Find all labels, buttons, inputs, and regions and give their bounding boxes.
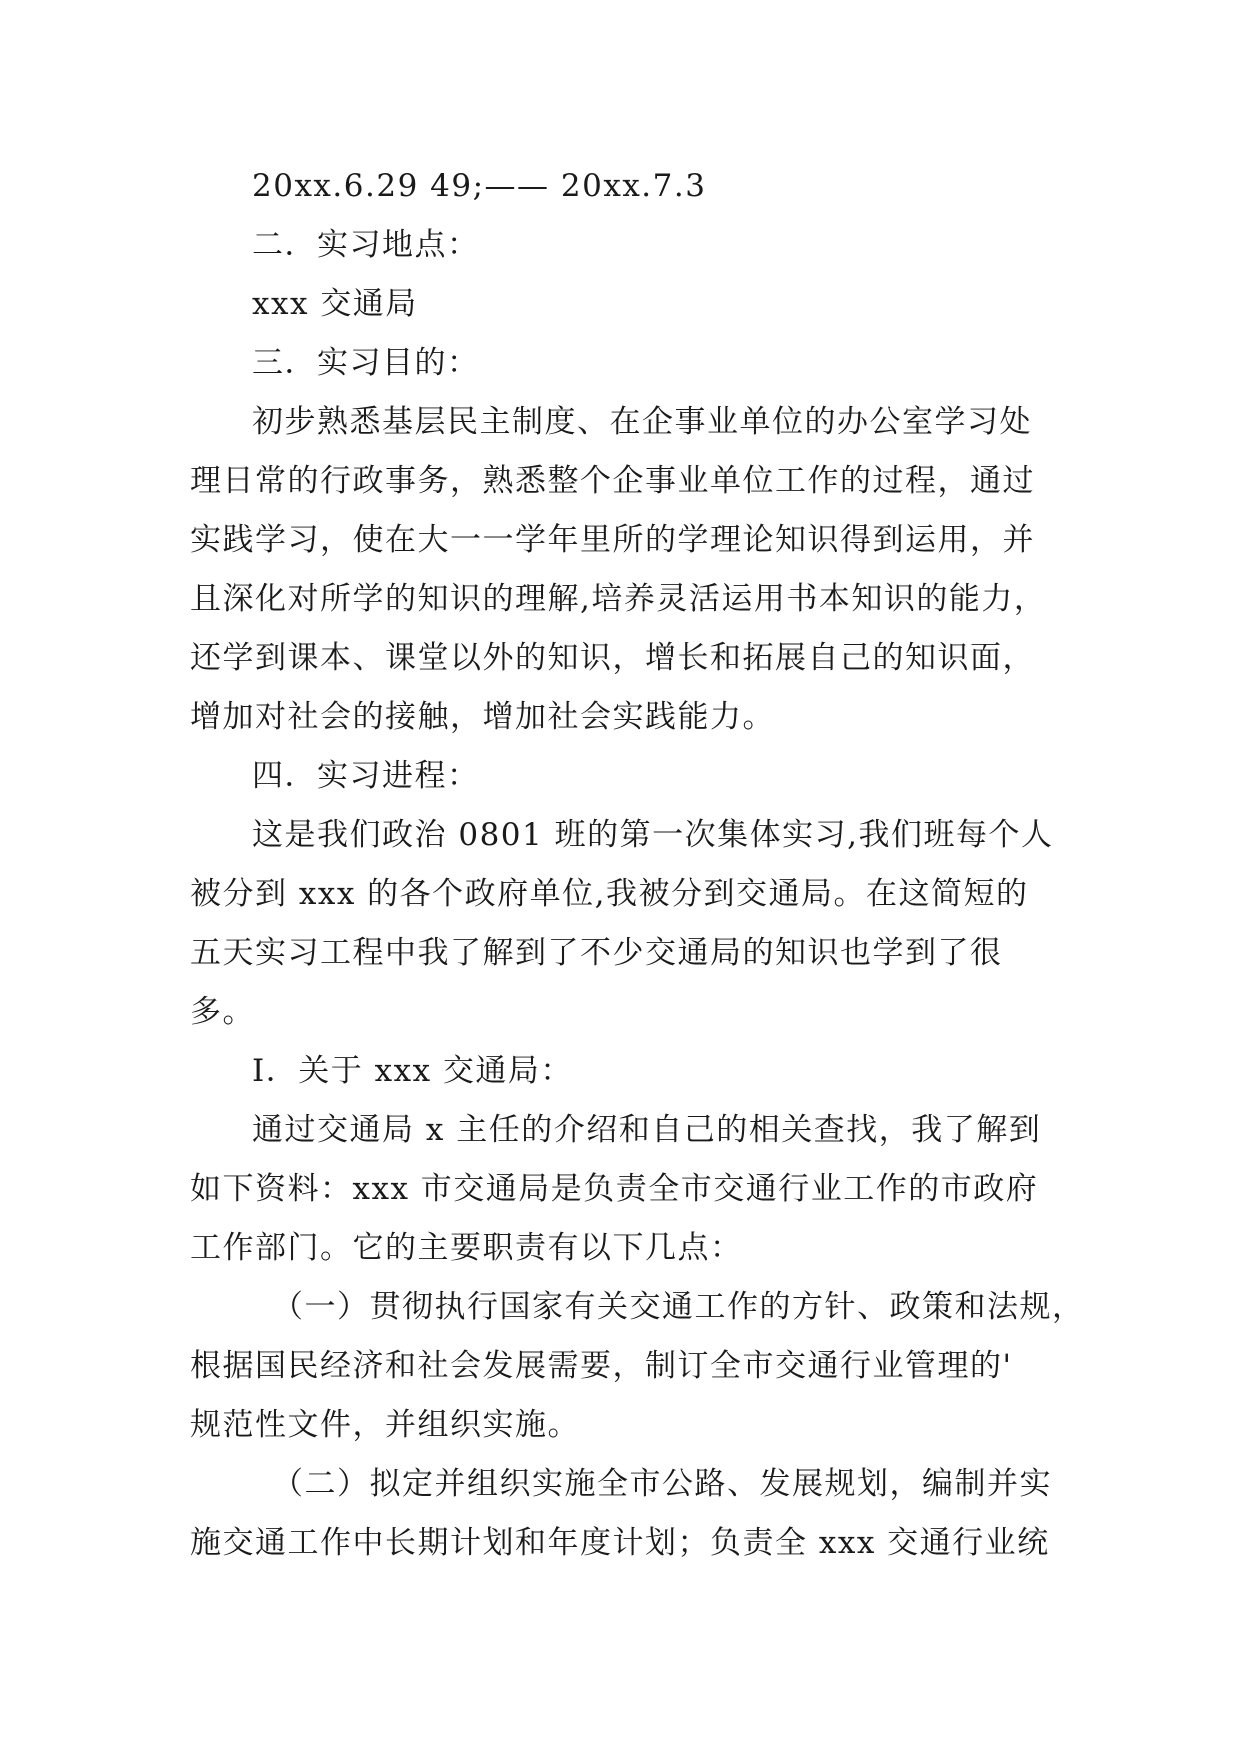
list-item-line: （一）贯彻执行国家有关交通工作的方针、政策和法规，: [272, 1289, 1085, 1325]
section-heading-purpose: 三．实习目的：: [252, 345, 480, 381]
internship-dates: 20xx.6.29 49;—— 20xx.7.3: [252, 168, 707, 204]
paragraph-line: 理日常的行政事务，熟悉整个企事业单位工作的过程，通过: [190, 463, 1035, 499]
section-heading-location: 二．实习地点：: [252, 227, 480, 263]
paragraph-line: 初步熟悉基层民主制度、在企事业单位的办公室学习处: [252, 404, 1032, 440]
location-value: xxx 交通局: [252, 286, 418, 322]
paragraph-line: 如下资料：xxx 市交通局是负责全市交通行业工作的市政府: [190, 1171, 1039, 1207]
list-item-line: （二）拟定并组织实施全市公路、发展规划，编制并实: [272, 1466, 1052, 1502]
subsection-heading: Ⅰ．关于 xxx 交通局：: [252, 1053, 573, 1089]
paragraph-line: 根据国民经济和社会发展需要，制订全市交通行业管理的': [190, 1348, 1013, 1384]
paragraph-line: 且深化对所学的知识的理解,培养灵活运用书本知识的能力，: [190, 581, 1047, 617]
paragraph-line: 五天实习工程中我了解到了不少交通局的知识也学到了很: [190, 935, 1003, 971]
paragraph-line: 实践学习，使在大一一学年里所的学理论知识得到运用，并: [190, 522, 1035, 558]
paragraph-line: 增加对社会的接触，增加社会实践能力。: [190, 699, 775, 735]
paragraph-line: 施交通工作中长期计划和年度计划；负责全 xxx 交通行业统: [190, 1525, 1050, 1561]
paragraph-line: 多。: [190, 994, 255, 1030]
paragraph-line: 这是我们政治 0801 班的第一次集体实习,我们班每个人: [252, 817, 1054, 853]
paragraph-line: 被分到 xxx 的各个政府单位,我被分到交通局。在这简短的: [190, 876, 1029, 912]
section-heading-process: 四．实习进程：: [252, 758, 480, 794]
paragraph-line: 还学到课本、课堂以外的知识，增长和拓展自己的知识面，: [190, 640, 1035, 676]
paragraph-line: 通过交通局 x 主任的介绍和自己的相关查找，我了解到: [252, 1112, 1042, 1148]
paragraph-line: 工作部门。它的主要职责有以下几点：: [190, 1230, 743, 1266]
paragraph-line: 规范性文件，并组织实施。: [190, 1407, 580, 1443]
